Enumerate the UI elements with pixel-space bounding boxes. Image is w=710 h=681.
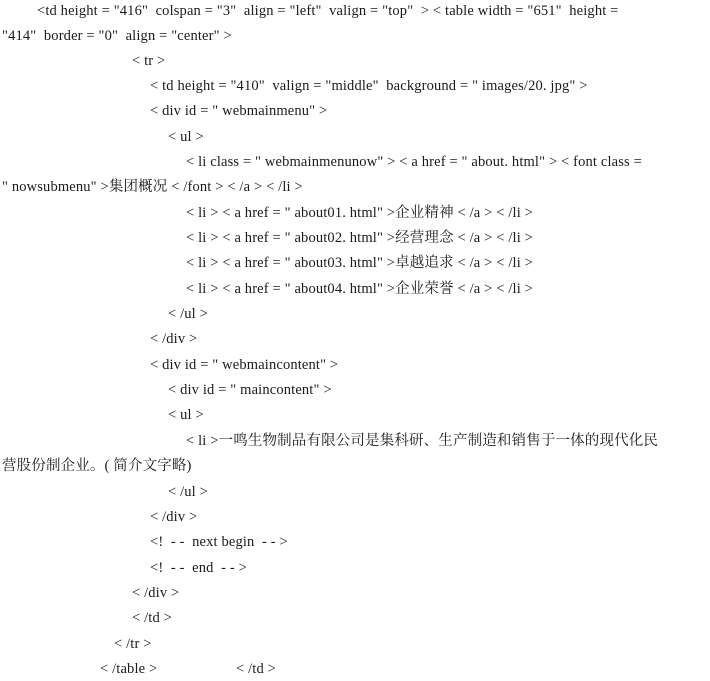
code-line: < div id = " webmaincontent" > xyxy=(150,357,339,373)
code-line: < ul > xyxy=(168,129,204,145)
code-line: <! - - end - - > xyxy=(150,560,247,576)
code-line: < li > < a href = " about04. html" >企业荣誉 < /a > < /li > xyxy=(186,281,533,297)
code-line: < /div > xyxy=(150,509,198,525)
code-line: <! - - next begin - - > xyxy=(150,534,288,550)
code-line: < div id = " maincontent" > xyxy=(168,382,332,398)
code-line: < td height = "410" valign = "middle" background = " images/20. jpg" > xyxy=(150,78,588,94)
code-line: < li > < a href = " about01. html" >企业精神 < /a > < /li > xyxy=(186,205,533,221)
code-line: < /td > xyxy=(236,661,276,677)
code-line: < /table > xyxy=(100,661,158,677)
code-line: < tr > xyxy=(132,53,166,69)
code-line: "414" border = "0" align = "center" > xyxy=(2,28,232,44)
code-line: " nowsubmenu" >集团概况 < /font > < /a > < /li > xyxy=(2,179,303,195)
code-line: < /div > xyxy=(150,331,198,347)
code-line: < div id = " webmainmenu" > xyxy=(150,103,328,119)
code-line: < li > < a href = " about03. html" >卓越追求 < /a > < /li > xyxy=(186,255,533,271)
code-line: < /ul > xyxy=(168,306,208,322)
code-line: < /tr > xyxy=(114,636,152,652)
code-line: <td height = "416" colspan = "3" align = "left" valign = "top" > < table width = "651" height = xyxy=(37,3,619,19)
code-line: < /ul > xyxy=(168,484,208,500)
code-line: < ul > xyxy=(168,407,204,423)
code-line: < li class = " webmainmenunow" > < a href = " about. html" > < font class = xyxy=(186,154,642,170)
code-line: < li >一鸣生物制品有限公司是集科研、生产制造和销售于一体的现代化民 xyxy=(186,433,659,449)
code-line: < li > < a href = " about02. html" >经营理念 < /a > < /li > xyxy=(186,230,533,246)
code-line: < /div > xyxy=(132,585,180,601)
code-line: 营股份制企业。( 简介文字略) xyxy=(2,458,192,474)
code-line: < /td > xyxy=(132,610,172,626)
